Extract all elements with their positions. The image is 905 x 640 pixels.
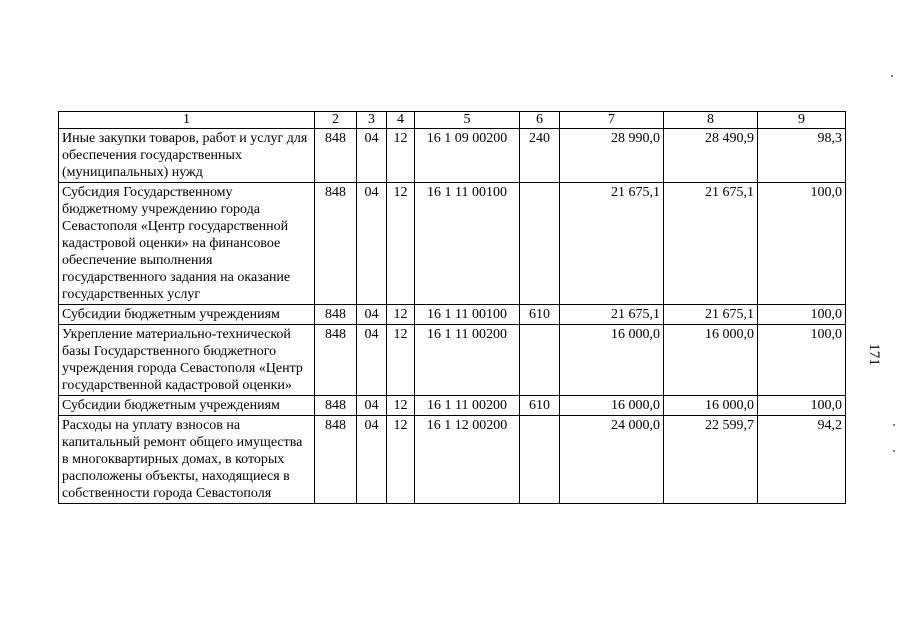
budget-table xyxy=(58,111,846,504)
execution-percent: 100,0 xyxy=(758,325,846,396)
expense-type-code: 610 xyxy=(520,305,560,325)
expense-type-code xyxy=(520,325,560,396)
section-code: 04 xyxy=(357,416,387,504)
actual-amount: 21 675,1 xyxy=(664,183,758,305)
column-header: 1 xyxy=(59,112,315,129)
section-code: 04 xyxy=(357,305,387,325)
column-header: 2 xyxy=(315,112,357,129)
subsection-code: 12 xyxy=(387,129,415,183)
expense-name: Субсидия Государственному бюджетному учреждению города Севастополя «Центр государственной кадастровой оценки» на финансовое обеспечение выполнения государственного задания на оказание государственных услуг xyxy=(59,183,315,305)
target-article-code: 16 1 11 00100 xyxy=(415,305,520,325)
ministry-code: 848 xyxy=(315,183,357,305)
column-header: 4 xyxy=(387,112,415,129)
expense-type-code: 610 xyxy=(520,396,560,416)
target-article-code: 16 1 11 00100 xyxy=(415,183,520,305)
expense-name: Укрепление материально-технической базы Государственного бюджетного учреждения города Севастополя «Центр государственной кадастровой оценки» xyxy=(59,325,315,396)
target-article-code: 16 1 11 00200 xyxy=(415,396,520,416)
section-code: 04 xyxy=(357,325,387,396)
execution-percent: 100,0 xyxy=(758,305,846,325)
section-code: 04 xyxy=(357,129,387,183)
execution-percent: 98,3 xyxy=(758,129,846,183)
execution-percent: 94,2 xyxy=(758,416,846,504)
target-article-code: 16 1 09 00200 xyxy=(415,129,520,183)
column-header: 7 xyxy=(560,112,664,129)
target-article-code: 16 1 11 00200 xyxy=(415,325,520,396)
ministry-code: 848 xyxy=(315,416,357,504)
column-header: 9 xyxy=(758,112,846,129)
actual-amount: 28 490,9 xyxy=(664,129,758,183)
scan-speck xyxy=(891,75,893,77)
column-header: 6 xyxy=(520,112,560,129)
subsection-code: 12 xyxy=(387,325,415,396)
table-header-row xyxy=(59,112,846,129)
table-row xyxy=(59,396,846,416)
actual-amount: 16 000,0 xyxy=(664,325,758,396)
expense-name: Расходы на уплату взносов на капитальный ремонт общего имущества в многоквартирных домах, в которых расположены объекты, находящиеся в собственности города Севастополя xyxy=(59,416,315,504)
plan-amount: 28 990,0 xyxy=(560,129,664,183)
column-header: 3 xyxy=(357,112,387,129)
plan-amount: 21 675,1 xyxy=(560,305,664,325)
ministry-code: 848 xyxy=(315,305,357,325)
execution-percent: 100,0 xyxy=(758,183,846,305)
actual-amount: 21 675,1 xyxy=(664,305,758,325)
plan-amount: 16 000,0 xyxy=(560,396,664,416)
table-row xyxy=(59,416,846,504)
table-row xyxy=(59,129,846,183)
ministry-code: 848 xyxy=(315,325,357,396)
expense-type-code xyxy=(520,183,560,305)
actual-amount: 16 000,0 xyxy=(664,396,758,416)
table-row xyxy=(59,183,846,305)
expense-name: Субсидии бюджетным учреждениям xyxy=(59,305,315,325)
expense-type-code xyxy=(520,416,560,504)
plan-amount: 21 675,1 xyxy=(560,183,664,305)
table-row xyxy=(59,325,846,396)
column-header: 8 xyxy=(664,112,758,129)
ministry-code: 848 xyxy=(315,129,357,183)
ministry-code: 848 xyxy=(315,396,357,416)
subsection-code: 12 xyxy=(387,183,415,305)
scan-speck xyxy=(893,424,895,426)
section-code: 04 xyxy=(357,396,387,416)
execution-percent: 100,0 xyxy=(758,396,846,416)
subsection-code: 12 xyxy=(387,416,415,504)
column-header: 5 xyxy=(415,112,520,129)
table-row xyxy=(59,305,846,325)
expense-type-code: 240 xyxy=(520,129,560,183)
section-code: 04 xyxy=(357,183,387,305)
expense-name: Субсидии бюджетным учреждениям xyxy=(59,396,315,416)
plan-amount: 24 000,0 xyxy=(560,416,664,504)
actual-amount: 22 599,7 xyxy=(664,416,758,504)
subsection-code: 12 xyxy=(387,305,415,325)
subsection-code: 12 xyxy=(387,396,415,416)
target-article-code: 16 1 12 00200 xyxy=(415,416,520,504)
scan-speck xyxy=(893,450,895,452)
expense-name: Иные закупки товаров, работ и услуг для обеспечения государственных (муниципальных) нужд xyxy=(59,129,315,183)
plan-amount: 16 000,0 xyxy=(560,325,664,396)
page-number: 171 xyxy=(865,343,882,366)
